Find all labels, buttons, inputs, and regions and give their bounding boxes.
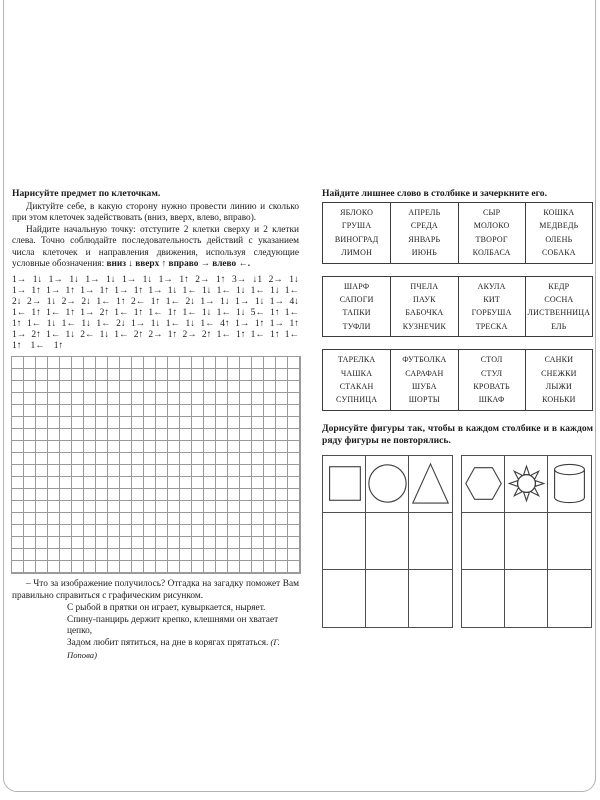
step: 1↑ <box>254 319 265 330</box>
word: ЯНВАРЬ <box>408 234 441 244</box>
empty-figure-cell <box>548 570 591 627</box>
right-column <box>322 188 593 628</box>
word: ГРУША <box>341 221 372 231</box>
word-tables <box>322 202 593 411</box>
word-table <box>322 202 593 264</box>
word: МОЛОКО <box>473 221 510 231</box>
step: 1↑ <box>270 330 280 341</box>
step: 1↓ <box>32 275 43 286</box>
step: 1→ <box>85 275 100 286</box>
word: ШАРФ <box>343 281 370 291</box>
odd-word-title: Найдите лишнее слово в столбике и зачеркните его. <box>322 188 547 199</box>
square-icon <box>323 456 366 513</box>
step: 2↓ <box>116 319 126 330</box>
word: ШКАФ <box>478 395 505 405</box>
step: 1↑ <box>235 330 246 341</box>
instruction-text: Найдите начальную точку: отступите 2 клетки сверху и 2 клетки слева. Точно соблюдайте последовательность действий с указанием числа клеточек и направления движения, используя следующие условные обозначения: <box>12 224 299 270</box>
step: 1↑ <box>150 297 161 308</box>
word-column <box>525 203 592 263</box>
instruction-paragraph-1: Диктуйте себе, в какую сторону нужно провести линию и сколько при этом клеточек задействовать (вниз, вверх, влево, вправо). <box>12 202 299 224</box>
direction-legend: вниз ↓ вверх ↑ вправо → влево ←. <box>106 259 251 270</box>
step: 1↑ <box>65 308 76 319</box>
word: ЛИМОН <box>341 248 373 258</box>
step: 1← <box>114 330 129 341</box>
word-column <box>458 350 525 410</box>
step: 1→ <box>131 319 146 330</box>
word: БАБОЧКА <box>405 308 444 318</box>
step: 2→ <box>148 330 163 341</box>
empty-figure-cell <box>409 513 452 570</box>
step: 1↑ <box>215 275 226 286</box>
step: 1→ <box>12 286 27 297</box>
step: 1→ <box>12 275 27 286</box>
step: 1↑ <box>116 297 126 308</box>
riddle-line: Задом любит пятиться, на дне в корягах прятаться. (Г. Попова) <box>67 637 280 660</box>
step: 2↑ <box>99 308 110 319</box>
word: КИТ <box>483 295 500 305</box>
step: 1↑ <box>65 286 76 297</box>
drawing-grid <box>11 356 301 574</box>
step: 1↓ <box>235 286 246 297</box>
riddle-author: (Г. Попова) <box>67 637 280 660</box>
word: ПАУК <box>413 295 436 305</box>
word: МЕДВЕДЬ <box>539 221 579 231</box>
step: 1↓ <box>65 330 76 341</box>
word: ТАПКИ <box>342 308 371 318</box>
step: 1← <box>30 341 45 352</box>
sequence-line <box>12 275 299 286</box>
hexagon-icon <box>462 456 505 513</box>
step: 1↓ <box>150 319 161 330</box>
step: ↓1 <box>252 275 263 286</box>
word: ЛЫЖИ <box>545 382 572 392</box>
step: 2→ <box>182 330 197 341</box>
step: 1← <box>216 286 231 297</box>
word: ЛИСТВЕННИЦА <box>527 308 591 318</box>
triangle-icon <box>409 456 452 513</box>
word-column <box>525 277 592 337</box>
step: 1→ <box>269 297 285 308</box>
step: 1↑ <box>167 308 178 319</box>
word: ОЛЕНЬ <box>545 234 573 244</box>
step: 1← <box>96 319 111 330</box>
empty-figure-cell <box>462 570 505 627</box>
step: 1↓ <box>185 319 195 330</box>
step: 1↓ <box>270 286 280 297</box>
step: 1↓ <box>220 297 230 308</box>
step: 1↓ <box>99 330 110 341</box>
step: 1← <box>284 286 299 297</box>
word: КУЗНЕЧИК <box>402 321 447 331</box>
step: 1↑ <box>31 286 41 297</box>
word: СРЕДА <box>410 221 438 231</box>
step: 2↑ <box>133 330 144 341</box>
step: 1→ <box>121 275 137 286</box>
step: 1← <box>46 308 61 319</box>
step: 5← <box>250 308 265 319</box>
step: 1↓ <box>201 308 212 319</box>
step: 1← <box>46 330 61 341</box>
step: 2→ <box>26 297 42 308</box>
step: 1→ <box>114 286 129 297</box>
step: 1← <box>250 286 265 297</box>
word: ПЧЕЛА <box>410 281 439 291</box>
step: 2→ <box>61 297 76 308</box>
word: ТУФЛИ <box>342 321 371 331</box>
step: 4↑ <box>220 319 230 330</box>
step: 1← <box>61 319 76 330</box>
step: 1→ <box>235 319 250 330</box>
word: КЕДР <box>548 281 570 291</box>
word: ЧАШКА <box>341 368 373 378</box>
step: 1↑ <box>31 308 41 319</box>
word: ШУБА <box>411 382 437 392</box>
step: 1← <box>182 308 197 319</box>
step: 2← <box>131 297 146 308</box>
figure-grids <box>322 455 593 628</box>
word: ГОРБУША <box>471 308 512 318</box>
sequence-line <box>12 286 299 297</box>
step: 2↓ <box>81 297 91 308</box>
step: 1← <box>200 319 215 330</box>
word-column <box>525 350 592 410</box>
step: 1↓ <box>142 275 153 286</box>
empty-figure-cell <box>366 513 409 570</box>
step: 1← <box>114 308 129 319</box>
step: 1↑ <box>99 286 110 297</box>
word-column <box>390 350 457 410</box>
step: 1↑ <box>12 341 22 352</box>
step: 1← <box>216 330 231 341</box>
step: 1← <box>165 297 180 308</box>
step: 1↓ <box>46 319 57 330</box>
word: КОНЬКИ <box>542 395 576 405</box>
empty-figure-cell <box>505 570 548 627</box>
step: 1↓ <box>46 297 57 308</box>
step: 2↓ <box>185 297 195 308</box>
word: ТАРЕЛКА <box>337 355 376 365</box>
step: 1↓ <box>81 319 91 330</box>
step: 2← <box>80 330 95 341</box>
step: 1→ <box>80 308 95 319</box>
word: АКУЛА <box>477 281 506 291</box>
word-column <box>458 203 525 263</box>
riddle <box>67 603 299 662</box>
arrow-sequence <box>12 275 299 352</box>
word: СТУЛ <box>481 368 503 378</box>
word: КОЛБАСА <box>472 248 511 258</box>
step: 1← <box>250 330 265 341</box>
step: 1→ <box>158 275 173 286</box>
sequence-line <box>12 341 299 352</box>
sequence-line <box>12 297 299 308</box>
word: САРАФАН <box>405 368 444 378</box>
step: 1↓ <box>167 286 178 297</box>
step: 1↑ <box>270 308 280 319</box>
step: 1↑ <box>289 319 299 330</box>
figures-title: Дорисуйте фигуры так, чтобы в каждом столбике и в каждом ряду фигуры не повторялись. <box>322 422 593 446</box>
word-column <box>323 350 390 410</box>
word: САПОГИ <box>339 295 374 305</box>
step: 1← <box>12 308 27 319</box>
step: 2↓ <box>12 297 22 308</box>
word-column <box>323 277 390 337</box>
word: СТАКАН <box>339 382 374 392</box>
word: САНКИ <box>544 355 574 365</box>
step: 1↑ <box>53 341 64 352</box>
word: ТВОРОГ <box>475 234 508 244</box>
step: 1↓ <box>69 275 79 286</box>
empty-figure-cell <box>548 513 591 570</box>
left-title: Нарисуйте предмет по клеточкам. <box>12 188 161 199</box>
word: СТОЛ <box>480 355 503 365</box>
step: 1→ <box>12 330 27 341</box>
step: 1← <box>284 308 299 319</box>
step: 2→ <box>268 275 283 286</box>
word-column <box>390 203 457 263</box>
step: 1↑ <box>133 308 144 319</box>
word: ТРЕСКА <box>475 321 508 331</box>
word: ШОРТЫ <box>408 395 440 405</box>
sequence-line <box>12 308 299 319</box>
word: СУПНИЦА <box>336 395 378 405</box>
figure-grid <box>461 455 592 628</box>
word-table <box>322 349 593 411</box>
cylinder-icon <box>548 456 591 513</box>
empty-figure-cell <box>323 570 366 627</box>
riddle-line: Спину-панцирь держит крепко, клешнями он хватает цепко, <box>67 614 279 637</box>
step: 1→ <box>80 286 95 297</box>
word: КОШКА <box>543 208 575 217</box>
step: 1↓ <box>289 275 299 286</box>
step: 1↓ <box>235 308 246 319</box>
empty-figure-cell <box>462 513 505 570</box>
step: 1↓ <box>201 286 212 297</box>
step: 4↓ <box>289 297 299 308</box>
word: СНЕЖКИ <box>541 368 577 378</box>
word: КРОВАТЬ <box>473 382 510 392</box>
step: 1→ <box>200 297 215 308</box>
word-column <box>390 277 457 337</box>
word: СЫР <box>482 208 501 217</box>
step: 1← <box>26 319 42 330</box>
left-column <box>12 188 299 662</box>
circle-icon <box>366 456 409 513</box>
instruction-paragraph-2 <box>12 225 299 271</box>
word: СОСНА <box>544 295 574 305</box>
step: 1→ <box>46 286 61 297</box>
word: ФУТБОЛКА <box>402 355 447 365</box>
step: 3→ <box>231 275 247 286</box>
step: 1← <box>182 286 197 297</box>
riddle-line: С рыбой в прятки он играет, кувыркается, ныряет. <box>67 603 266 614</box>
word: ЕЛЬ <box>551 321 567 331</box>
word: СОБАКА <box>542 248 576 258</box>
sequence-line <box>12 330 299 341</box>
step: 1↑ <box>133 286 144 297</box>
step: 2↑ <box>31 330 41 341</box>
figure-grid <box>322 455 453 628</box>
step: 1→ <box>235 297 250 308</box>
empty-figure-cell <box>323 513 366 570</box>
sequence-line <box>12 319 299 330</box>
step: 1→ <box>48 275 63 286</box>
sun-icon <box>505 456 548 513</box>
step: 2↑ <box>201 330 212 341</box>
empty-figure-cell <box>505 513 548 570</box>
step: 1← <box>165 319 180 330</box>
step: 1↓ <box>106 275 116 286</box>
step: 1← <box>148 308 163 319</box>
step: 1→ <box>148 286 163 297</box>
step: 2→ <box>195 275 210 286</box>
step: 1↑ <box>12 319 22 330</box>
step: 1← <box>96 297 111 308</box>
word-column <box>323 203 390 263</box>
word-column <box>458 277 525 337</box>
empty-figure-cell <box>366 570 409 627</box>
word: ВИНОГРАД <box>334 234 379 244</box>
empty-figure-cell <box>409 570 452 627</box>
step: 1← <box>284 330 299 341</box>
question-paragraph: – Что за изображение получилось? Отгадка на загадку поможет Вам правильно справиться с графическим рисунком. <box>12 579 299 601</box>
step: 1← <box>216 308 231 319</box>
word: ЯБЛОКО <box>340 208 374 217</box>
step: 1↑ <box>167 330 178 341</box>
word: ИЮНЬ <box>411 248 437 258</box>
step: 1→ <box>269 319 285 330</box>
word: АПРЕЛЬ <box>408 208 441 217</box>
word-table <box>322 276 593 338</box>
step: 1↑ <box>179 275 189 286</box>
step: 1↓ <box>254 297 265 308</box>
